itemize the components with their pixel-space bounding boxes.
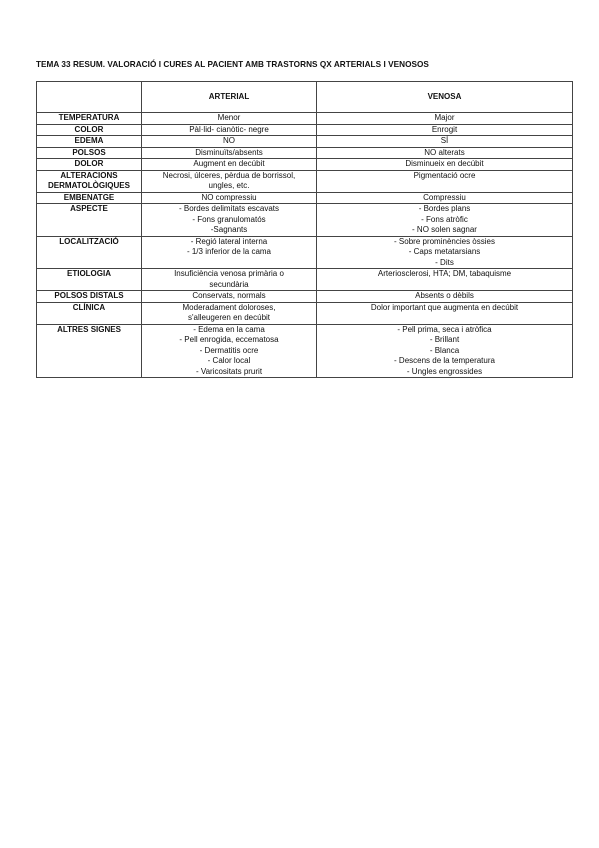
venosa-cell [317, 170, 573, 192]
venosa-cell [317, 159, 573, 171]
arterial-cell-line: Conservats, normals [192, 291, 266, 300]
venosa-cell-line: Compressiu [423, 192, 466, 202]
arterial-cell [142, 204, 317, 237]
row-label: LOCALITZACIÓ [37, 236, 142, 269]
table-row [37, 324, 573, 378]
row-label: ALTRES SIGNES [37, 324, 142, 378]
table-row [37, 147, 573, 159]
table-row [37, 136, 573, 148]
arterial-cell [142, 113, 317, 125]
row-label: COLOR [37, 124, 142, 136]
table-row [37, 204, 573, 237]
arterial-cell-line: - Regió lateral interna [190, 236, 268, 246]
venosa-cell-line: SÍ [440, 136, 449, 145]
arterial-cell-line: Disminuïts/absents [195, 147, 263, 157]
arterial-cell-line: ungles, etc. [208, 181, 250, 190]
venosa-cell [317, 113, 573, 125]
venosa-cell-line: - Pell prima, seca i atròfica [397, 324, 492, 334]
arterial-cell [142, 124, 317, 136]
venosa-cell-line: - Blanca [429, 345, 460, 355]
arterial-cell [142, 192, 317, 204]
table-body [37, 113, 573, 378]
arterial-cell [142, 324, 317, 378]
arterial-cell-line: - 1/3 inferior de la cama [186, 247, 272, 256]
arterial-cell [142, 269, 317, 291]
arterial-cell [142, 170, 317, 192]
arterial-cell-line: Moderadament doloroses, [182, 302, 276, 312]
row-label: POLSOS DISTALS [37, 291, 142, 303]
arterial-cell-line: Pàl·lid- cianòtic- negre [189, 124, 269, 134]
table-row [37, 113, 573, 125]
table-row [37, 269, 573, 291]
venosa-cell [317, 192, 573, 204]
arterial-cell-line: Insuficiència venosa primària o [174, 269, 284, 278]
venosa-cell-line: Disminueix en decúbit [405, 159, 484, 168]
arterial-cell [142, 136, 317, 148]
arterial-cell-line: secundària [209, 279, 249, 289]
arterial-cell [142, 302, 317, 324]
table-header-row [37, 82, 573, 113]
arterial-cell-line: NO [223, 136, 235, 145]
venosa-cell-line: - NO solen sagnar [412, 225, 477, 234]
venosa-cell [317, 204, 573, 237]
table-row [37, 192, 573, 204]
table-row [37, 159, 573, 171]
venosa-cell-line: - Fons atròfic [421, 214, 468, 224]
arterial-cell-line: Menor [217, 113, 241, 122]
arterial-cell-line: - Dermatitis ocre [199, 345, 259, 355]
venosa-cell-line: Arteriosclerosi, HTA; DM, tabaquisme [377, 269, 512, 278]
row-label: TEMPERATURA [37, 113, 142, 125]
venosa-cell [317, 147, 573, 159]
arterial-cell-line: - Fons granulomatós [192, 214, 266, 224]
venosa-cell-line: - Caps metatarsians [408, 247, 481, 256]
arterial-cell [142, 147, 317, 159]
header-venosa: VENOSA [317, 82, 573, 113]
venosa-cell-line: - Ungles engrossides [406, 366, 483, 376]
arterial-cell-line: - Edema en la cama [193, 324, 265, 334]
venosa-cell-line: - Brillant [429, 335, 460, 344]
arterial-cell-line: - Calor local [207, 356, 251, 365]
document-title: TEMA 33 RESUM. VALORACIÓ I CURES AL PACIENT AMB TRASTORNS QX ARTERIALS I VENOSOS [36, 60, 429, 69]
venosa-cell-line: - Sobre prominències òssies [394, 236, 495, 246]
header-empty-cell [37, 82, 142, 113]
arterial-cell-line: - Pell enrogida, eccematosa [179, 335, 279, 344]
row-label: ETIOLOGIA [37, 269, 142, 291]
venosa-cell-line: - Dits [435, 257, 454, 267]
venosa-cell-line: Major [434, 113, 455, 122]
venosa-cell [317, 136, 573, 148]
venosa-cell [317, 124, 573, 136]
arterial-cell [142, 159, 317, 171]
venosa-cell-line: - Bordes plans [418, 204, 471, 213]
header-arterial: ARTERIAL [142, 82, 317, 113]
row-label: EDEMA [37, 136, 142, 148]
arterial-cell [142, 291, 317, 303]
row-label: DOLOR [37, 159, 142, 171]
venosa-cell-line: Absents o dèbils [415, 291, 474, 300]
arterial-cell [142, 236, 317, 269]
venosa-cell [317, 302, 573, 324]
row-label: ALTERACIONS DERMATOLÒGIQUES [37, 170, 142, 192]
table-row [37, 124, 573, 136]
row-label: CLÍNICA [37, 302, 142, 324]
table-row [37, 236, 573, 269]
arterial-cell-line: NO compressiu [201, 192, 257, 202]
table-row [37, 302, 573, 324]
venosa-cell-line: - Descens de la temperatura [394, 356, 495, 365]
venosa-cell-line: Enrogit [431, 124, 458, 134]
arterial-cell-line: Augment en decúbit [193, 159, 265, 168]
table-row [37, 170, 573, 192]
venosa-cell [317, 269, 573, 291]
arterial-cell-line: Necrosi, úlceres, pèrdua de borrissol, [162, 170, 296, 180]
arterial-cell-line: -Sagnants [210, 225, 248, 234]
arterial-cell-line: - Bordes delimitats escavats [178, 204, 280, 213]
row-label: POLSOS [37, 147, 142, 159]
arterial-cell-line: - Varicositats prurit [195, 366, 263, 376]
arterial-cell-line: s'alleugeren en decúbit [187, 313, 271, 322]
venosa-cell [317, 236, 573, 269]
venosa-cell-line: NO alterats [424, 147, 465, 157]
row-label: ASPECTE [37, 204, 142, 237]
venosa-cell-line: Dolor important que augmenta en decúbit [370, 302, 519, 312]
venosa-cell-line: Pigmentació ocre [413, 170, 476, 180]
comparison-table [36, 81, 573, 378]
row-label: EMBENATGE [37, 192, 142, 204]
table-row [37, 291, 573, 303]
venosa-cell [317, 324, 573, 378]
venosa-cell [317, 291, 573, 303]
